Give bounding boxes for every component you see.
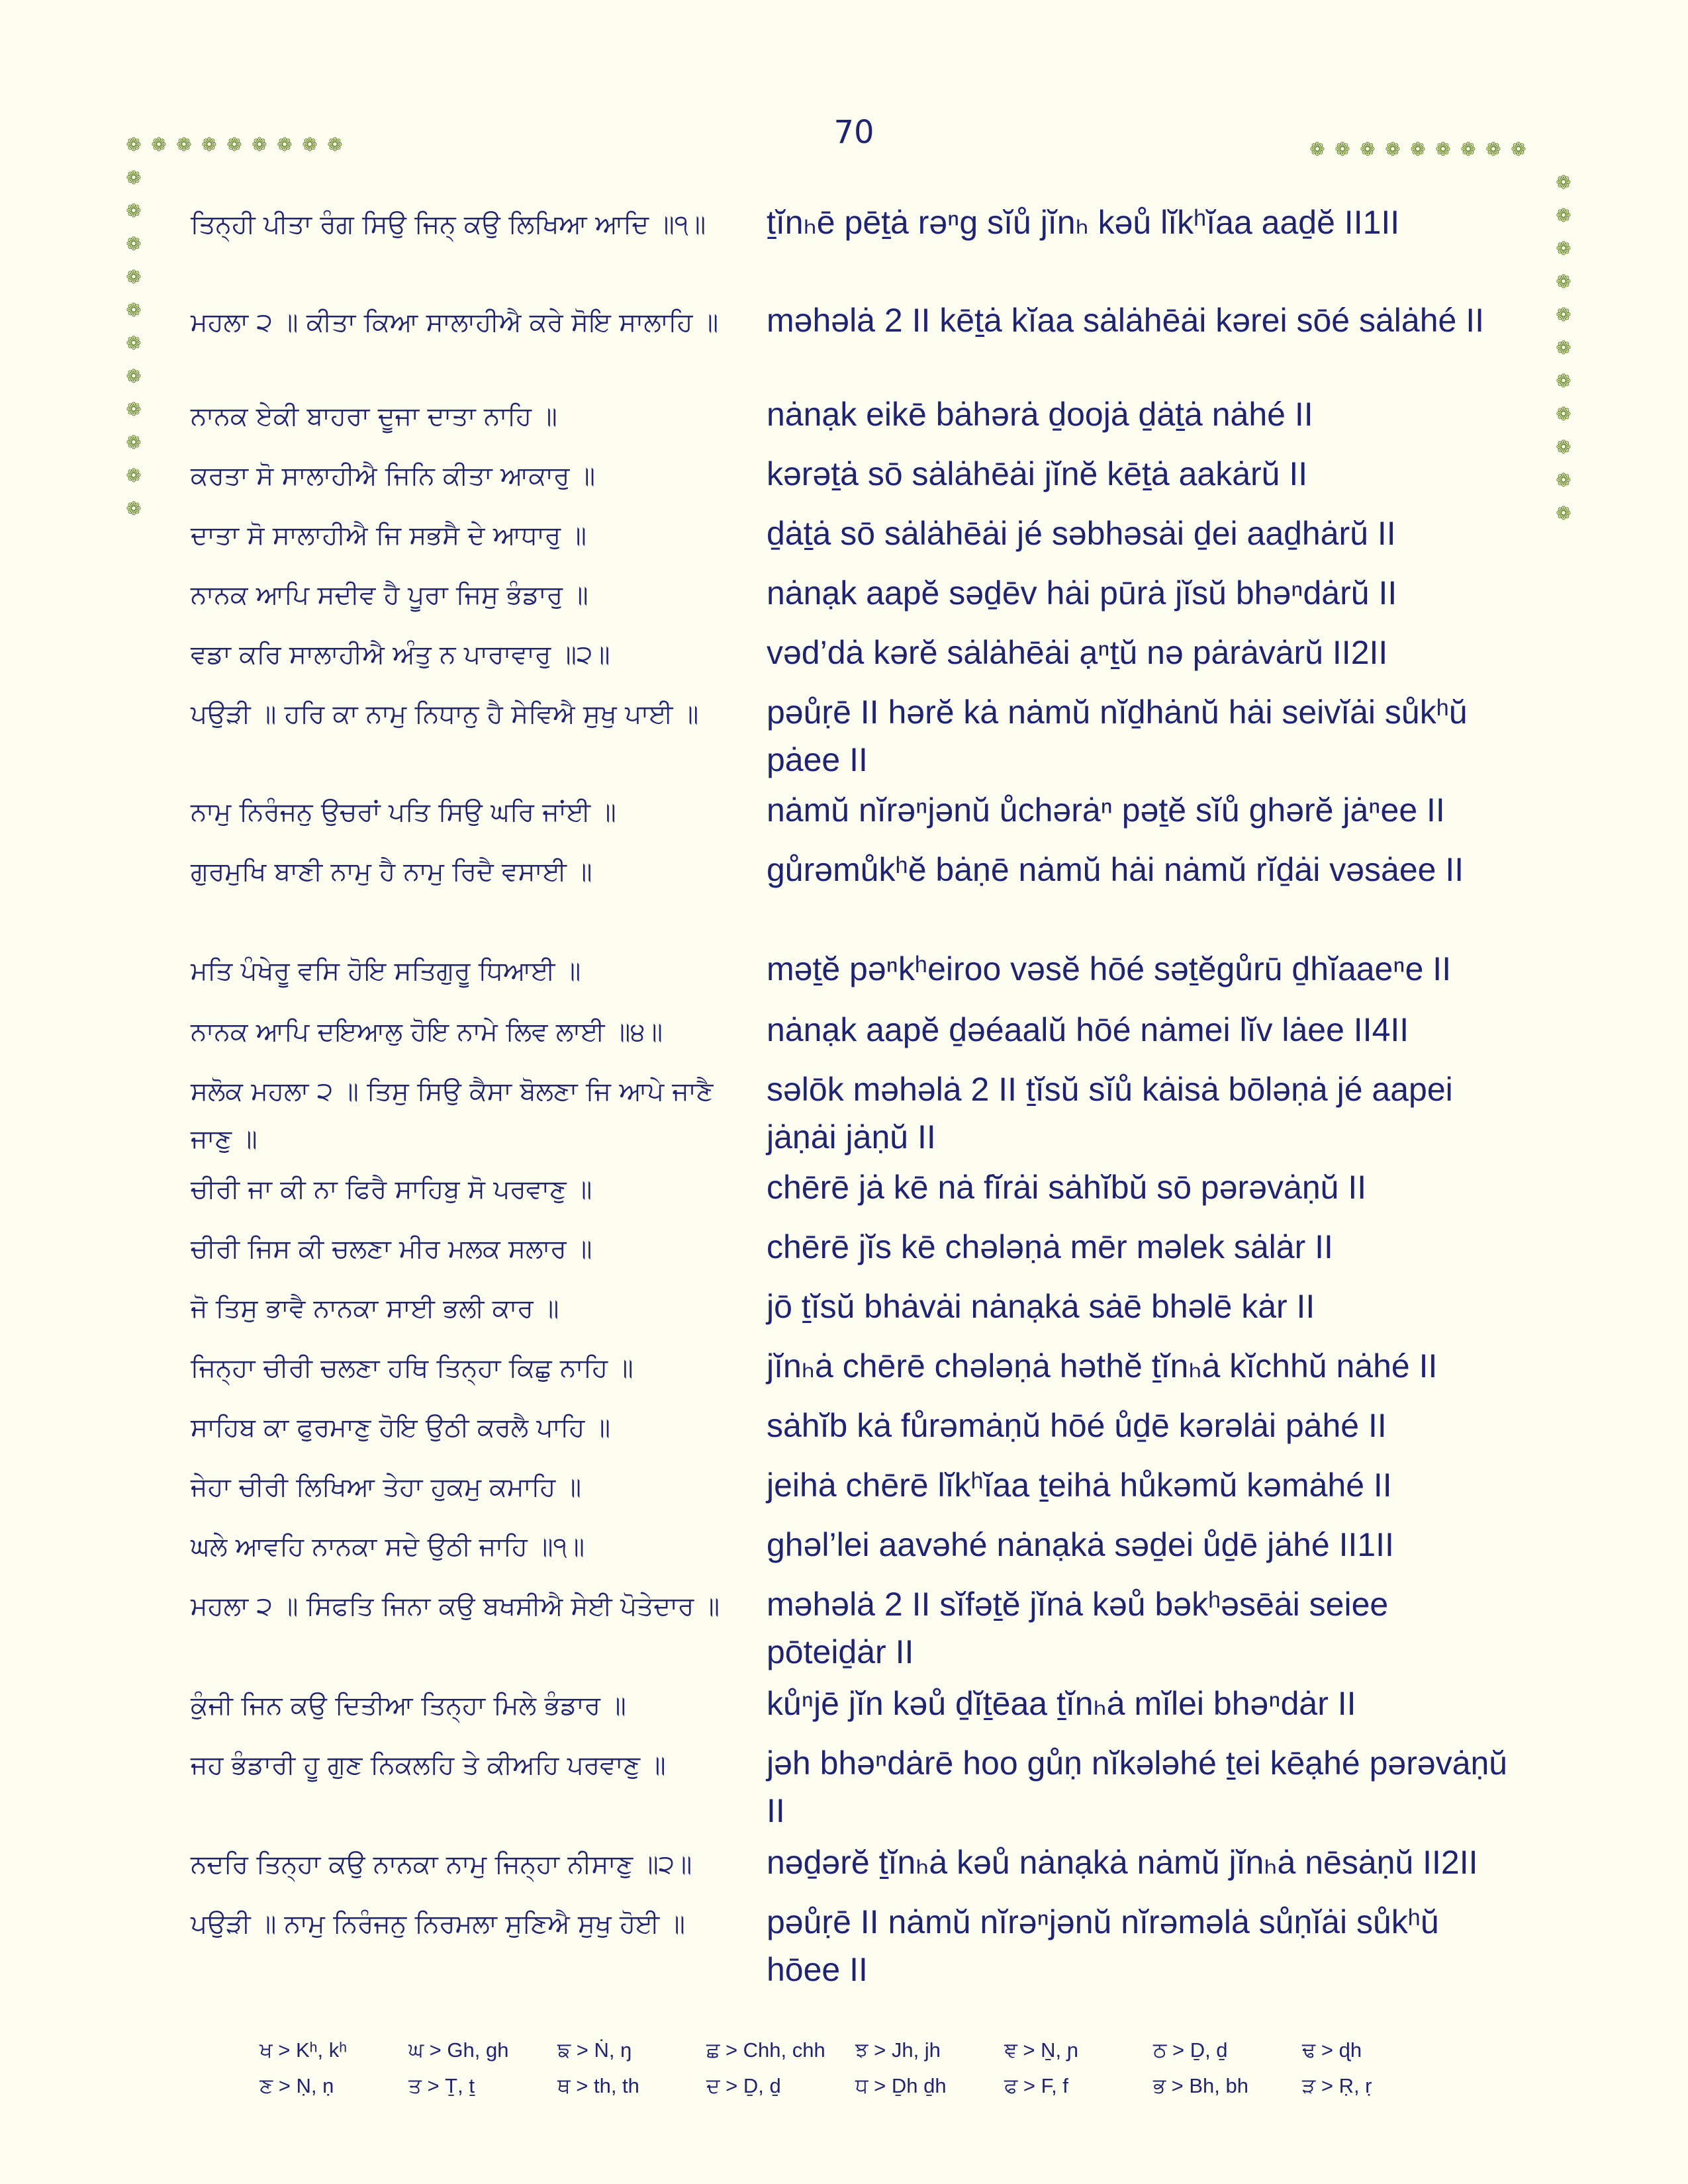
gurmukhi-line: ਚੀਰੀ ਜਾ ਕੀ ਨਾ ਫਿਰੈ ਸਾਹਿਬੁ ਸੋ ਪਰਵਾਣੁ ॥ (191, 1175, 592, 1205)
gurmukhi-line: ਪਉੜੀ ॥ ਹਰਿ ਕਾ ਨਾਮੁ ਨਿਧਾਨੁ ਹੈ ਸੇਵਿਐ ਸੁਖੁ ਪਾਈ ॥ (191, 700, 699, 729)
legend-item: ੜ > Ṛ, ṛ (1302, 2074, 1372, 2097)
flower-ornament-icon: ❁ (126, 266, 142, 288)
flower-ornament-icon: ❁ (1410, 138, 1426, 160)
ornament-border-top-left (124, 136, 344, 154)
transliteration-line: məṯĕ pəⁿkʰeiroo vəsĕ hōé səṯĕgůrū ḏhĭaaeⁿe II (767, 950, 1452, 987)
gurmukhi-line: ਨਾਨਕ ਏਕੀ ਬਾਹਰਾ ਦੂਜਾ ਦਾਤਾ ਨਾਹਿ ॥ (191, 402, 557, 432)
legend-item: ਤ > Ṯ, ṯ (408, 2074, 475, 2097)
transliteration-line: chērē jȧ kē nȧ fĭrȧi sȧhĭbŭ sō pərəvȧṇŭ II (767, 1169, 1367, 1206)
flower-ornament-icon: ❁ (1556, 502, 1571, 524)
flower-ornament-icon: ❁ (277, 134, 293, 156)
flower-ornament-icon: ❁ (126, 332, 142, 354)
gurmukhi-line: ਵਡਾ ਕਰਿ ਸਾਲਾਹੀਐ ਅੰਤੁ ਨ ਪਾਰਾਵਾਰੁ ॥੨॥ (191, 640, 610, 670)
flower-ornament-icon: ❁ (126, 233, 142, 255)
gurmukhi-line: ਨਾਮੁ ਨਿਰੰਜਨੁ ਉਚਰਾਂ ਪਤਿ ਸਿਉ ਘਰਿ ਜਾਂਈ ॥ (191, 797, 616, 827)
gurmukhi-line: ਚੀਰੀ ਜਿਸ ਕੀ ਚਲਣਾ ਮੀਰ ਮਲਕ ਸਲਾਰ ॥ (191, 1234, 592, 1264)
flower-ornament-icon: ❁ (126, 498, 142, 520)
transliteration-line: jəh bhəⁿdȧrē hoo gůṇ nĭkələhé ṯei kēạhé pərəvȧṇŭ II (767, 1745, 1508, 1829)
legend-item: ਢ > ɖh (1302, 2038, 1362, 2062)
flower-ornament-icon: ❁ (1485, 138, 1501, 160)
flower-ornament-icon: ❁ (1556, 238, 1571, 259)
legend-item: ਣ > Ṇ, ṇ (259, 2074, 334, 2097)
transliteration-legend (259, 2038, 1451, 2110)
flower-ornament-icon: ❁ (302, 134, 318, 156)
ornament-border-right (1554, 173, 1573, 523)
legend-item: ਝ > Jh, jh (855, 2038, 941, 2062)
transliteration-line: jeihȧ chērē lĭkʰĭaa ṯeihȧ hůkəmŭ kəmȧhé II (767, 1467, 1392, 1504)
flower-ornament-icon: ❁ (1360, 138, 1376, 160)
transliteration-line: jō ṯĭsŭ bhȧvȧi nȧnạkȧ sȧē bhəlē kȧr II (767, 1288, 1315, 1325)
flower-ornament-icon: ❁ (151, 134, 167, 156)
ornament-border-left (124, 169, 143, 518)
flower-ornament-icon: ❁ (1460, 138, 1476, 160)
ornament-border-top-right (1308, 140, 1528, 159)
gurmukhi-line: ਗੁਰਮੁਖਿ ਬਾਣੀ ਨਾਮੁ ਹੈ ਨਾਮੁ ਰਿਦੈ ਵਸਾਈ ॥ (191, 857, 592, 887)
legend-item: ਛ > Chh, chh (706, 2038, 825, 2062)
transliteration-line: nȧmŭ nĭrəⁿjənŭ ůchərȧⁿ pəṯĕ sĭů ghərĕ jȧⁿee II (767, 792, 1445, 829)
gurmukhi-line: ਮਹਲਾ ੨ ॥ ਸਿਫਤਿ ਜਿਨਾ ਕਉ ਬਖਸੀਐ ਸੇਈ ਪੋਤੇਦਾਰ ॥ (191, 1592, 720, 1621)
gurmukhi-line: ਕਰਤਾ ਸੋ ਸਾਲਾਹੀਐ ਜਿਨਿ ਕੀਤਾ ਆਕਾਰੁ ॥ (191, 461, 596, 491)
transliteration-line: məhəlȧ 2 II sĭfəṯĕ jĭnȧ kəů bəkʰəsēȧi seiee pōteiḏȧr II (767, 1586, 1389, 1670)
flower-ornament-icon: ❁ (1309, 138, 1325, 160)
legend-item: ਖ > Kʰ, kʰ (259, 2038, 348, 2062)
legend-item: ਙ > Ṅ, ŋ (557, 2038, 632, 2062)
gurmukhi-line: ਜੇਹਾ ਚੀਰੀ ਲਿਖਿਆ ਤੇਹਾ ਹੁਕਮੁ ਕਮਾਹਿ ॥ (191, 1473, 582, 1502)
transliteration-line: nəḏərĕ ṯĭnₕȧ kəů nȧnạkȧ nȧmŭ jĭnₕȧ nēsȧṇŭ II2II (767, 1844, 1478, 1881)
flower-ornament-icon: ❁ (1556, 205, 1571, 226)
transliteration-line: kərəṯȧ sō sȧlȧhēȧi jĭnĕ kēṯȧ aakȧrŭ II (767, 455, 1308, 492)
gurmukhi-line: ਨਾਨਕ ਆਪਿ ਦਇਆਲੁ ਹੋਇ ਨਾਮੇ ਲਿਵ ਲਾਈ ॥੪॥ (191, 1017, 663, 1047)
gurmukhi-line: ਮਹਲਾ ੨ ॥ ਕੀਤਾ ਕਿਆ ਸਾਲਾਹੀਐ ਕਰੇ ਸੋਇ ਸਾਲਾਹਿ ॥ (191, 308, 719, 338)
transliteration-line: ḏȧṯȧ sō sȧlȧhēȧi jé səbhəsȧi ḏei aaḏhȧrŭ II (767, 515, 1396, 552)
gurmukhi-line: ਸਲੋਕ ਮਹਲਾ ੨ ॥ ਤਿਸੁ ਸਿਉ ਕੈਸਾ ਬੋਲਣਾ ਜਿ ਆਪੇ ਜਾਣੈ ਜਾਣੁ ॥ (191, 1077, 714, 1154)
flower-ornament-icon: ❁ (252, 134, 267, 156)
flower-ornament-icon: ❁ (327, 134, 343, 156)
legend-item: ਞ > Ṉ, ɲ (1004, 2038, 1078, 2062)
gurmukhi-line: ਜੋ ਤਿਸੁ ਭਾਵੈ ਨਾਨਕਾ ਸਾਈ ਭਲੀ ਕਾਰ ॥ (191, 1294, 559, 1324)
flower-ornament-icon: ❁ (126, 398, 142, 420)
transliteration-line: nȧnạk aapĕ səḏēv hȧi pūrȧ jĭsŭ bhəⁿdȧrŭ II (767, 574, 1397, 612)
transliteration-line: jĭnₕȧ chērē chələṇȧ həthĕ ṯĭnₕȧ kĭchhŭ nȧhé II (767, 1347, 1438, 1385)
flower-ornament-icon: ❁ (1556, 469, 1571, 491)
transliteration-line: chērē jĭs kē chələṇȧ mēr məlek sȧlȧr II (767, 1228, 1333, 1265)
gurmukhi-line: ਪਉੜੀ ॥ ਨਾਮੁ ਨਿਰੰਜਨੁ ਨਿਰਮਲਾ ਸੁਣਿਐ ਸੁਖੁ ਹੋਈ ॥ (191, 1909, 685, 1939)
flower-ornament-icon: ❁ (126, 465, 142, 486)
gurmukhi-line: ਨਦਰਿ ਤਿਨ੍ਹਾ ਕਉ ਨਾਨਕਾ ਨਾਮੁ ਜਿਨ੍ਹਾ ਨੀਸਾਣੁ ॥੨॥ (191, 1850, 692, 1880)
flower-ornament-icon: ❁ (1556, 403, 1571, 425)
transliteration-line: məhəlȧ 2 II kēṯȧ kĭaa sȧlȧhēȧi kərei sōé sȧlȧhé II (767, 302, 1484, 339)
flower-ornament-icon: ❁ (1556, 171, 1571, 193)
flower-ornament-icon: ❁ (126, 200, 142, 222)
gurmukhi-line: ਮਤਿ ਪੰਖੇਰੂ ਵਸਿ ਹੋਇ ਸਤਿਗੁਰੂ ਧਿਆਈ ॥ (191, 956, 581, 986)
legend-item: ਭ > Bh, bh (1153, 2074, 1248, 2097)
legend-item: ਥ > th, th (557, 2074, 639, 2097)
flower-ornament-icon: ❁ (1511, 138, 1526, 160)
transliteration-line: sȧhĭb kȧ fůrəmȧṇŭ hōé ůḏē kərəlȧi pȧhé II (767, 1407, 1387, 1444)
legend-row (259, 2038, 1451, 2074)
flower-ornament-icon: ❁ (126, 299, 142, 321)
gurmukhi-line: ਦਾਤਾ ਸੋ ਸਾਲਾਹੀਐ ਜਿ ਸਭਸੈ ਦੇ ਆਧਾਰੁ ॥ (191, 521, 586, 551)
gurmukhi-line: ਜਹ ਭੰਡਾਰੀ ਹੂ ਗੁਣ ਨਿਕਲਹਿ ਤੇ ਕੀਅਹਿ ਪਰਵਾਣੁ ॥ (191, 1751, 666, 1780)
gurmukhi-line: ਘਲੇ ਆਵਹਿ ਨਾਨਕਾ ਸਦੇ ਉਠੀ ਜਾਹਿ ॥੧॥ (191, 1532, 585, 1562)
legend-row (259, 2074, 1451, 2110)
gurmukhi-line: ਕੁੰਜੀ ਜਿਨ ਕਉ ਦਿਤੀਆ ਤਿਨ੍ਹਾ ਮਿਲੇ ਭੰਡਾਰ ॥ (191, 1691, 626, 1721)
flower-ornament-icon: ❁ (1556, 337, 1571, 359)
flower-ornament-icon: ❁ (176, 134, 192, 156)
transliteration-line: ghəl’lei aavəhé nȧnạkȧ səḏei ůḏē jȧhé II1II (767, 1526, 1394, 1563)
flower-ornament-icon: ❁ (1435, 138, 1451, 160)
flower-ornament-icon: ❁ (126, 365, 142, 387)
flower-ornament-icon: ❁ (201, 134, 217, 156)
legend-item: ਘ > Gh, gh (408, 2038, 509, 2062)
gurmukhi-line: ਸਾਹਿਬ ਕਾ ਫੁਰਮਾਣੁ ਹੋਇ ਉਠੀ ਕਰਲੈ ਪਾਹਿ ॥ (191, 1413, 610, 1443)
transliteration-line: ṯĭnₕē pēṯȧ rəⁿg sĭů jĭnₕ kəů lĭkʰĭaa aaḏĕ II1II (767, 204, 1400, 241)
flower-ornament-icon: ❁ (1556, 436, 1571, 458)
gurmukhi-line: ਜਿਨ੍ਹਾ ਚੀਰੀ ਚਲਣਾ ਹਥਿ ਤਿਨ੍ਹਾ ਕਿਛੁ ਨਾਹਿ ॥ (191, 1353, 633, 1383)
transliteration-line: gůrəmůkʰĕ bȧṇē nȧmŭ hȧi nȧmŭ rĭḏȧi vəsȧee II (767, 851, 1464, 888)
flower-ornament-icon: ❁ (1556, 370, 1571, 392)
flower-ornament-icon: ❁ (226, 134, 242, 156)
transliteration-line: pəůṛē II nȧmŭ nĭrəⁿjənŭ nĭrəməlȧ sůṇĭȧi sůkʰŭ hōee II (767, 1903, 1439, 1988)
transliteration-line: pəůṛē II hərĕ kȧ nȧmŭ nĭḏhȧnŭ hȧi seivĭȧi sůkʰŭ pȧee II (767, 694, 1468, 778)
flower-ornament-icon: ❁ (1335, 138, 1350, 160)
transliteration-line: nȧnạk eikē bȧhərȧ ḏoojȧ ḏȧṯȧ nȧhé II (767, 396, 1313, 433)
legend-item: ਠ > Ḏ, ḏ (1153, 2038, 1228, 2062)
page-number: 70 (833, 114, 874, 151)
legend-item: ਧ > Ḏh ḏh (855, 2074, 947, 2097)
legend-item: ਫ > F, f (1004, 2074, 1068, 2097)
flower-ornament-icon: ❁ (126, 432, 142, 453)
flower-ornament-icon: ❁ (1556, 304, 1571, 326)
transliteration-line: səlōk məhəlȧ 2 II ṯĭsŭ sĭů kȧisȧ bōləṇȧ jé aapei jȧṇȧi jȧṇŭ II (767, 1071, 1453, 1156)
legend-item: ਦ > Ḏ, ḏ (706, 2074, 781, 2097)
transliteration-line: nȧnạk aapĕ ḏəéaalŭ hōé nȧmei lĭv lȧee II4II (767, 1011, 1409, 1048)
transliteration-line: vəd’dȧ kərĕ sȧlȧhēȧi ạⁿṯŭ nə pȧrȧvȧrŭ II2II (767, 634, 1388, 671)
flower-ornament-icon: ❁ (1556, 271, 1571, 293)
gurmukhi-line: ਨਾਨਕ ਆਪਿ ਸਦੀਵ ਹੈ ਪੂਰਾ ਜਿਸੁ ਭੰਡਾਰੁ ॥ (191, 580, 588, 610)
flower-ornament-icon: ❁ (1385, 138, 1401, 160)
transliteration-line: kůⁿjē jĭn kəů ḏĭṯēaa ṯĭnₕȧ mĭlei bhəⁿdȧr II (767, 1685, 1356, 1722)
flower-ornament-icon: ❁ (126, 134, 142, 156)
gurmukhi-line: ਤਿਨ੍ਹੀ ਪੀਤਾ ਰੰਗ ਸਿਉ ਜਿਨ੍ ਕਉ ਲਿਖਿਆ ਆਦਿ ॥੧॥ (191, 210, 706, 240)
flower-ornament-icon: ❁ (126, 167, 142, 189)
